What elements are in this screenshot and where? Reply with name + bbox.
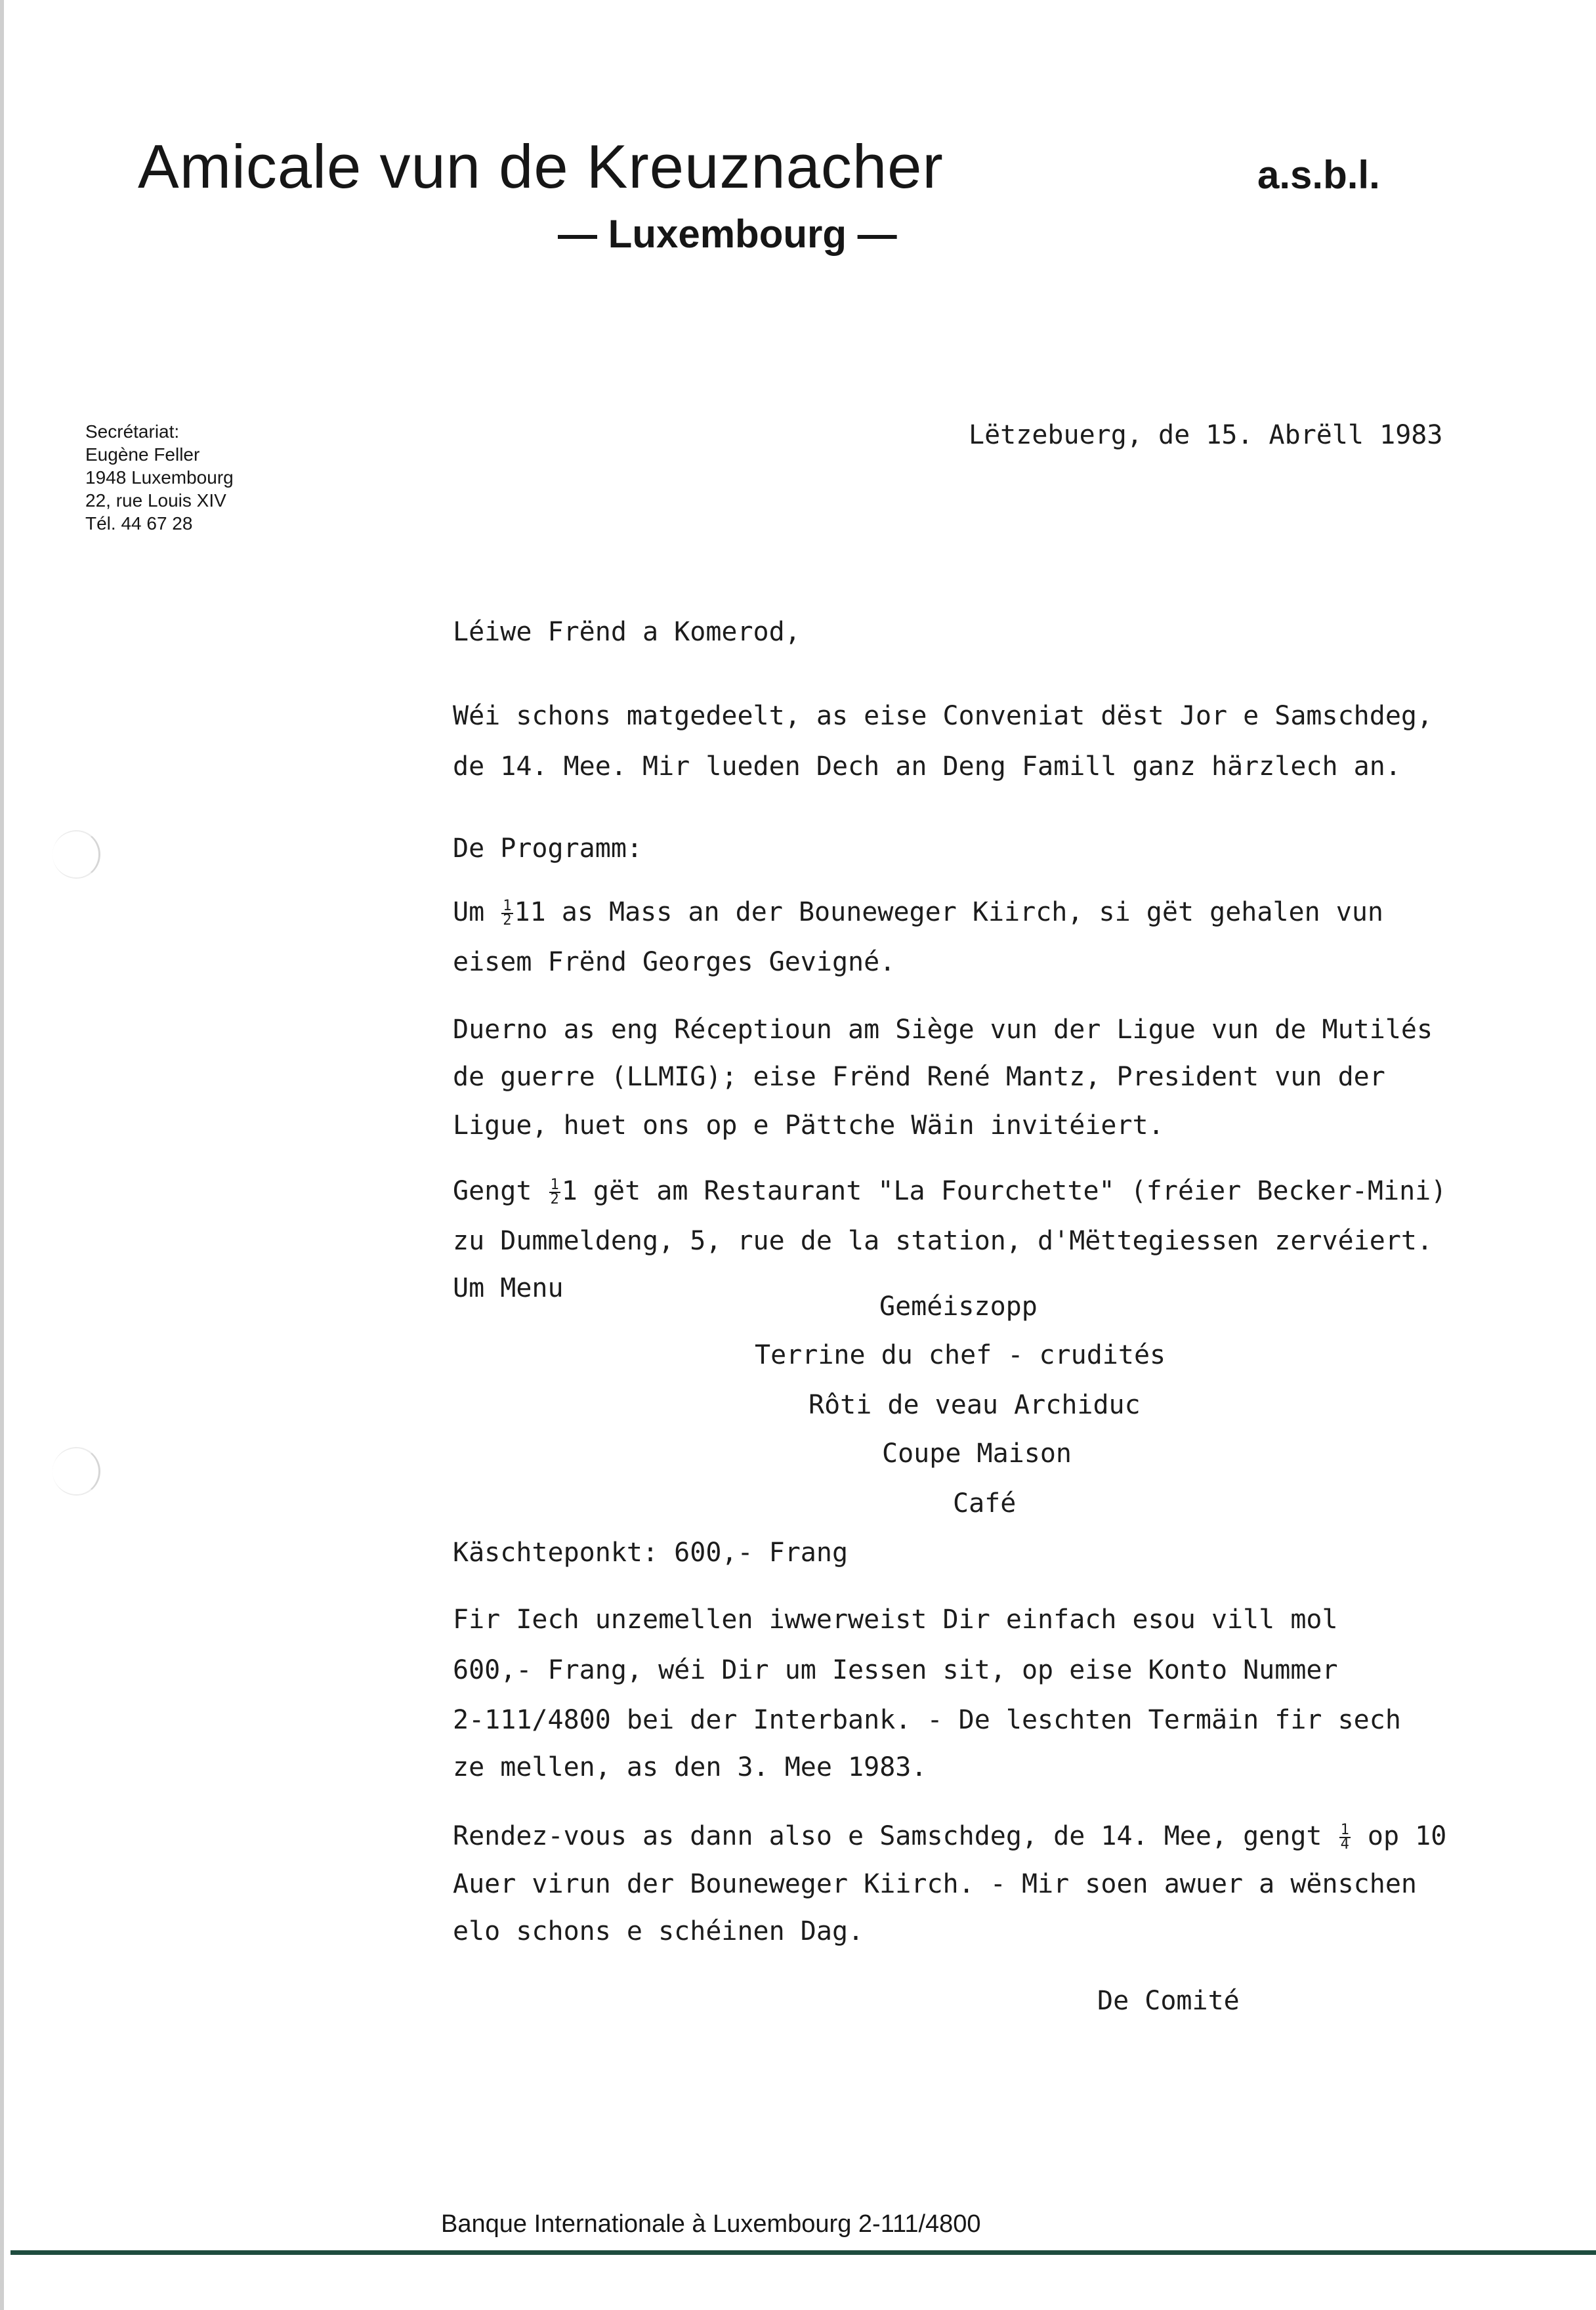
fraction-half: $\frac{1}{2}$ (550, 1177, 559, 1208)
paragraph-line: Ligue, huet ons op e Pättche Wäin invitéiert. (453, 1110, 1164, 1141)
letterhead-title: Amicale vun de Kreuznacher (138, 132, 944, 201)
paragraph-line: de guerre (LLMIG); eise Frënd René Mantz, President vun der (453, 1062, 1385, 1092)
secretariat-label: Secrétariat: (85, 421, 180, 442)
paragraph-line: elo schons e schéinen Dag. (453, 1916, 864, 1946)
paragraph-line: Wéi schons matgedeelt, as eise Conveniat dëst Jor e Samschdeg, (453, 701, 1433, 731)
paragraph-line: 2-111/4800 bei der Interbank. - De leschten Termäin fir sech (453, 1705, 1401, 1735)
paragraph-line: Fir Iech unzemellen iwwerweist Dir einfach esou vill mol (453, 1605, 1338, 1635)
punch-hole (52, 830, 100, 879)
paragraph-line (453, 1176, 1446, 1206)
menu-item: Terrine du chef - crudités (755, 1340, 1166, 1370)
letterhead-subtitle: — Luxembourg — (558, 212, 897, 256)
paragraph-line (453, 1821, 1446, 1851)
secretariat-name: Eugène Feller (85, 444, 200, 465)
paragraph-line (453, 897, 1383, 927)
letterhead-abbr: a.s.b.l. (1257, 153, 1380, 197)
footer-bank: Banque Internationale à Luxembourg 2-111/4800 (441, 2210, 981, 2238)
fraction-half: $\frac{1}{2}$ (503, 898, 512, 929)
programm-heading: De Programm: (453, 833, 642, 864)
punch-hole (52, 1447, 100, 1496)
letter-date: Lëtzebuerg, de 15. Abrëll 1983 (969, 420, 1443, 450)
secretariat-street: 22, rue Louis XIV (85, 490, 226, 511)
secretariat-city: 1948 Luxembourg (85, 467, 234, 488)
paragraph-line: zu Dummeldeng, 5, rue de la station, d'Mëttegiessen zervéiert. (453, 1226, 1433, 1256)
text-segment: 11 as Mass an der Bouneweger Kiirch, si gët gehalen vun (514, 897, 1384, 927)
paragraph-line: eisem Frënd Georges Gevigné. (453, 947, 896, 977)
paragraph-line: Auer virun der Bouneweger Kiirch. - Mir soen awuer a wënschen (453, 1869, 1418, 1899)
menu-item: Café (953, 1488, 1017, 1519)
scan-edge (0, 0, 4, 2310)
paragraph-line: Duerno as eng Réceptioun am Siège vun der Ligue vun de Mutilés (453, 1015, 1433, 1045)
footer-rule (10, 2250, 1596, 2255)
paragraph-line: 600,- Frang, wéi Dir um Iessen sit, op eise Konto Nummer (453, 1655, 1338, 1685)
secretariat-phone: Tél. 44 67 28 (85, 513, 193, 534)
text-segment: Um (453, 897, 501, 927)
price-line: Käschteponkt: 600,- Frang (453, 1538, 849, 1568)
fraction-quarter: $\frac{1}{4}$ (1340, 1822, 1349, 1853)
signature: De Comité (1097, 1986, 1240, 2016)
menu-item: Geméiszopp (879, 1292, 1038, 1322)
text-segment: Gengt (453, 1176, 548, 1206)
menu-item: Coupe Maison (882, 1438, 1072, 1469)
text-segment: Rendez-vous as dann also e Samschdeg, de 14. Mee, gengt (453, 1821, 1338, 1851)
salutation: Léiwe Frënd a Komerod, (453, 617, 801, 647)
text-segment: 1 gët am Restaurant "La Fourchette" (fréier Becker-Mini) (561, 1176, 1447, 1206)
menu-label: Um Menu (453, 1273, 564, 1303)
paragraph-line: de 14. Mee. Mir lueden Dech an Deng Famill ganz härzlech an. (453, 751, 1401, 782)
menu-item: Rôti de veau Archiduc (808, 1390, 1141, 1420)
secretariat-address (85, 420, 234, 535)
text-segment: op 10 (1351, 1821, 1447, 1851)
paragraph-line: ze mellen, as den 3. Mee 1983. (453, 1752, 927, 1782)
